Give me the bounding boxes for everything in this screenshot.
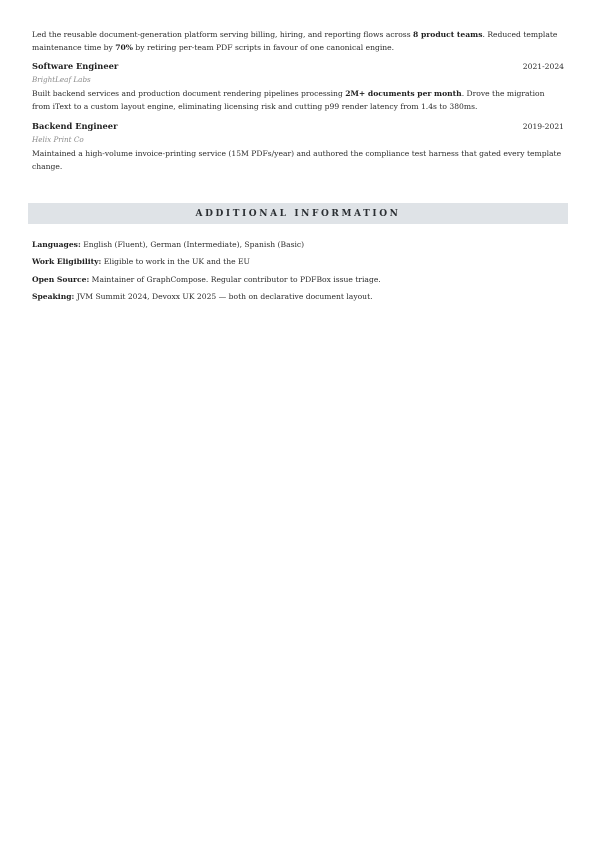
job-dates: 2019-2021 [522, 122, 564, 132]
intro-bold-2: 70% [115, 42, 134, 52]
info-item-work-eligibility [32, 256, 564, 268]
job-text-1: Built backend services and production document rendering pipelines processing [32, 89, 346, 99]
job-header [32, 61, 564, 71]
info-value: JVM Summit 2024, Devoxx UK 2025 — both on declarative document layout. [76, 291, 373, 301]
job-title: Backend Engineer [32, 121, 118, 132]
info-label: Open Source: [32, 274, 90, 284]
info-value: English (Fluent), German (Intermediate), Spanish (Basic) [83, 240, 305, 249]
job-text-2: . Drove the migration from iText to a custom layout engine, eliminating licensing risk and cutting p99 render latency from 1.4s to 380ms. [32, 89, 545, 111]
info-value: Eligible to work in the UK and the EU [103, 257, 250, 267]
intro-bold-1: 8 product teams [413, 30, 483, 39]
info-item-open-source [32, 274, 564, 286]
info-value: Maintainer of GraphCompose. Regular contributor to PDFBox issue triage. [91, 274, 381, 284]
intro-text-1: Led the reusable document-generation platform serving billing, hiring, and reporting flows across [32, 30, 414, 39]
job-title: Software Engineer [32, 61, 119, 72]
additional-info-list [32, 239, 564, 308]
job-header [32, 121, 564, 131]
section-header-band [28, 203, 568, 224]
info-label: Work Eligibility: [32, 257, 102, 267]
job-description [32, 88, 564, 113]
info-item-languages [32, 239, 564, 251]
info-label: Speaking: [32, 291, 75, 301]
info-item-speaking [32, 291, 564, 303]
intro-text-3: by retiring per-team PDF scripts in favour of one canonical engine. [133, 42, 395, 52]
intro-description [32, 29, 564, 54]
job-entry [32, 121, 564, 173]
job-dates: 2021-2024 [522, 62, 564, 72]
company-name: BrightLeaf Labs [32, 75, 91, 85]
job-description: Maintained a high-volume invoice-printing service (15M PDFs/year) and authored the compliance test harness that gated every template change. [32, 149, 562, 171]
section-title: ADDITIONAL INFORMATION [195, 208, 401, 219]
job-entry [32, 61, 564, 113]
company-name: Helix Print Co [32, 135, 84, 145]
job-bold-1: 2M+ documents per month [345, 89, 462, 99]
intro-text-2: . Reduced template maintenance time by [32, 30, 558, 52]
experience-section [32, 29, 564, 174]
info-label: Languages: [32, 240, 81, 249]
